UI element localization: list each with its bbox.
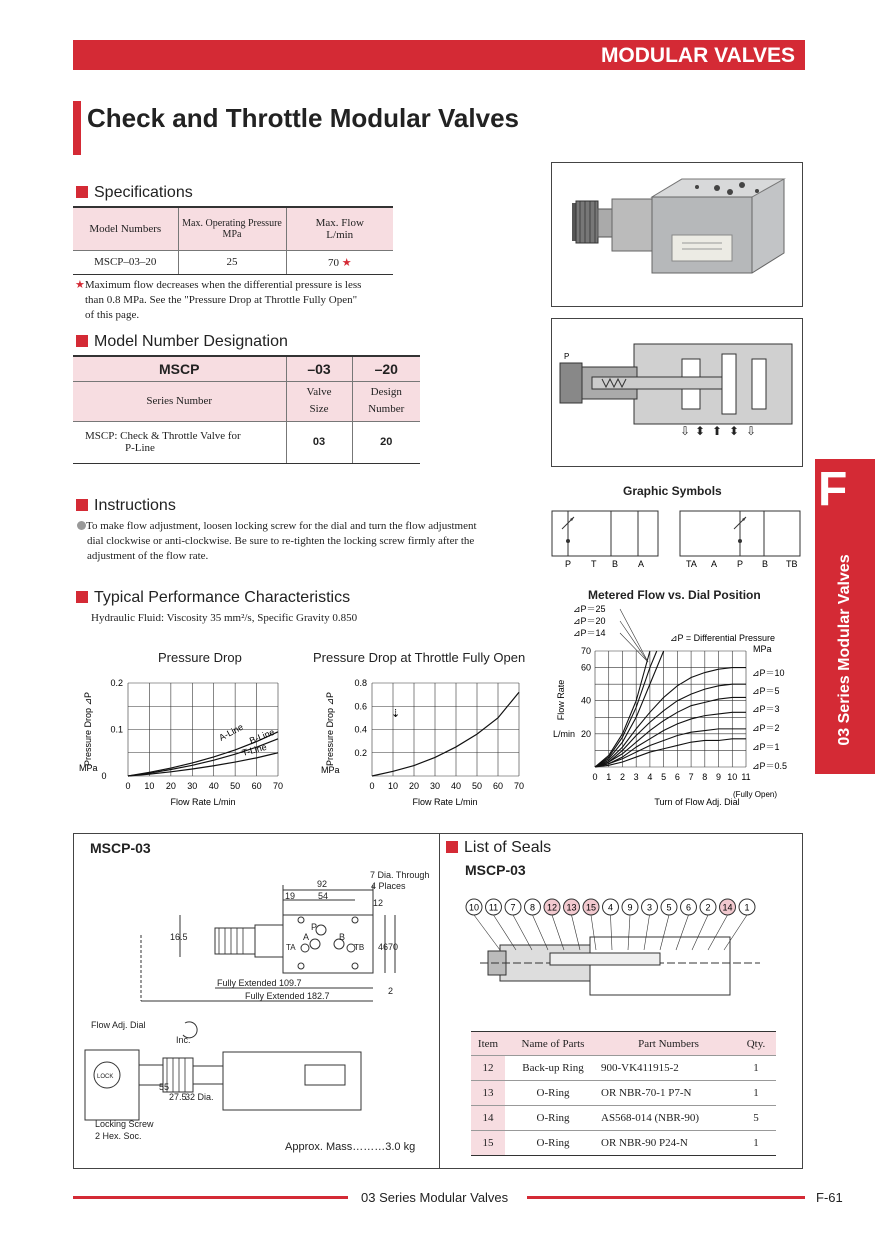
dim-12: 12 bbox=[373, 898, 384, 908]
designation-val-3: 20 bbox=[352, 421, 420, 463]
dim-19: 19 bbox=[285, 891, 296, 901]
x-tick-label: 10 bbox=[387, 781, 399, 791]
leader-line bbox=[591, 915, 596, 950]
seal-balloon-label: 10 bbox=[468, 902, 480, 913]
x-tick-label: 0 bbox=[369, 781, 375, 791]
leader-line bbox=[644, 915, 650, 950]
dia-note-2: 4 Places bbox=[371, 881, 406, 891]
x-tick-label: 1 bbox=[606, 772, 612, 782]
x-tick-label: 20 bbox=[165, 781, 176, 791]
dim-55: 55 bbox=[159, 1082, 170, 1092]
designation-heading: Model Number Designation bbox=[76, 333, 288, 351]
x-tick-label: 40 bbox=[208, 781, 219, 791]
star-icon: ★ bbox=[75, 279, 85, 291]
table-row: 13 O-Ring OR NBR-70-1 P7-N 1 bbox=[471, 1081, 776, 1106]
series-label: T-Line bbox=[240, 741, 268, 758]
series-label: ⊿P＝25 bbox=[573, 604, 606, 614]
specifications-heading: Specifications bbox=[76, 184, 193, 202]
designation-label-1: Series Number bbox=[73, 381, 286, 421]
leader-line bbox=[692, 915, 708, 950]
designation-label-3: Design Number bbox=[352, 381, 420, 421]
port-label: P bbox=[565, 559, 572, 569]
y-unit: MPa bbox=[79, 763, 98, 773]
footer-line-left bbox=[73, 1196, 348, 1199]
x-tick-label: 60 bbox=[492, 781, 504, 791]
seal-balloon-label: 1 bbox=[744, 902, 750, 913]
series-label: ⊿P＝5 bbox=[752, 686, 780, 696]
y-tick-label: 0.8 bbox=[354, 678, 367, 688]
seal-balloon-label: 13 bbox=[566, 902, 577, 913]
port-label: T bbox=[591, 559, 597, 569]
port-label: A bbox=[711, 559, 718, 569]
designation-code-2: –03 bbox=[286, 356, 352, 381]
x-tick-label: 10 bbox=[144, 781, 155, 791]
x-tick-label: 6 bbox=[674, 772, 680, 782]
table-row: 14 O-Ring AS568-014 (NBR-90) 5 bbox=[471, 1106, 776, 1131]
port-tb: TB bbox=[354, 943, 365, 952]
dim-32: 32 Dia. bbox=[185, 1092, 214, 1102]
port-label: A bbox=[638, 559, 645, 569]
series-label: ⊿P＝14 bbox=[573, 628, 606, 638]
y-tick-label: 0.2 bbox=[110, 678, 123, 688]
y-axis-label: Flow Rate bbox=[556, 679, 566, 721]
title-accent bbox=[73, 101, 81, 155]
x-tick-label: 20 bbox=[408, 781, 420, 791]
y-axis-label: Pressure Drop ⊿P bbox=[83, 691, 93, 767]
x-axis-label: Flow Rate L/min bbox=[412, 797, 478, 807]
x-note: (Fully Open) bbox=[733, 790, 778, 799]
inc-label: Inc. bbox=[176, 1035, 191, 1045]
spec-model-value: MSCP–03–20 bbox=[73, 250, 178, 274]
dim-46: 46 bbox=[378, 942, 389, 952]
y-unit: L/min bbox=[553, 729, 576, 739]
leader-line bbox=[474, 915, 500, 950]
port-label: B bbox=[762, 559, 769, 569]
seal-balloon-label: 6 bbox=[685, 902, 692, 913]
x-tick-label: 9 bbox=[716, 772, 722, 782]
dim-16-5: 16.5 bbox=[170, 932, 188, 942]
designation-label-2: Valve Size bbox=[286, 381, 352, 421]
series-line bbox=[595, 651, 657, 767]
y-axis-label: Pressure Drop ⊿P bbox=[325, 691, 335, 767]
leader-line bbox=[628, 915, 630, 950]
y-tick-label: 40 bbox=[580, 695, 591, 706]
designation-val-2: 03 bbox=[286, 421, 352, 463]
valve-cutaway bbox=[551, 318, 803, 467]
series-label: ⊿P＝20 bbox=[573, 616, 606, 626]
approx-mass: Approx. Mass………3.0 kg bbox=[285, 1141, 416, 1153]
footer-text: 03 Series Modular Valves bbox=[361, 1190, 509, 1205]
x-tick-label: 0 bbox=[592, 772, 598, 782]
seal-balloon-label: 4 bbox=[607, 902, 614, 913]
seal-balloon-label: 14 bbox=[722, 902, 733, 913]
instructions-text: To make flow adjustment, loosen locking screw for the dial and turn the flow adjustment dial clockwise or anti-clockwise. Be sure to re-tighten the locking screw firmly after the adjustment of the flow rate. bbox=[77, 519, 527, 564]
svg-text:P: P bbox=[564, 352, 570, 361]
valve-cutaway-illustration bbox=[552, 319, 802, 466]
specifications-table bbox=[73, 206, 393, 275]
series-label: ⊿P＝3 bbox=[752, 704, 780, 714]
dia-note: 7 Dia. Through bbox=[370, 870, 430, 880]
leader-line bbox=[620, 633, 648, 662]
seal-balloon-label: 2 bbox=[705, 902, 711, 913]
graphic-symbols bbox=[548, 505, 808, 575]
fully-extended-2: Fully Extended 182.7 bbox=[245, 991, 330, 1001]
dim-27-5: 27.5 bbox=[169, 1092, 187, 1102]
x-tick-label: 4 bbox=[647, 772, 653, 782]
valve-photo-illustration bbox=[552, 163, 802, 306]
leader-line bbox=[611, 915, 613, 950]
x-axis-label: Turn of Flow Adj. Dial bbox=[654, 797, 740, 807]
throttle-symbol-icon: ⇣ bbox=[391, 708, 401, 720]
fluid-note: Hydraulic Fluid: Viscosity 35 mm²/s, Specific Gravity 0.850 bbox=[91, 612, 358, 624]
seal-balloon-label: 9 bbox=[627, 902, 633, 913]
seal-col-qty: Qty. bbox=[736, 1032, 776, 1056]
seal-balloon-label: 15 bbox=[585, 902, 597, 913]
series-line bbox=[595, 684, 746, 767]
y-tick-label: 0.6 bbox=[354, 701, 367, 712]
y-unit: MPa bbox=[321, 765, 340, 775]
svg-text:⇩: ⇩ bbox=[746, 424, 757, 438]
drawing-title: MSCP-03 bbox=[90, 840, 151, 856]
port-label: P bbox=[737, 559, 744, 569]
panel-divider bbox=[439, 833, 440, 1169]
designation-table bbox=[73, 355, 420, 464]
x-tick-label: 0 bbox=[125, 781, 131, 791]
chart3-title: Metered Flow vs. Dial Position bbox=[588, 588, 761, 602]
flow-dial-label: Flow Adj. Dial bbox=[91, 1020, 146, 1030]
x-tick-label: 70 bbox=[513, 781, 525, 791]
x-tick-label: 8 bbox=[702, 772, 708, 782]
port-label: TA bbox=[686, 559, 697, 569]
x-tick-label: 2 bbox=[619, 772, 625, 782]
seal-balloon-label: 8 bbox=[529, 902, 536, 913]
throttle-open-chart bbox=[315, 665, 530, 815]
x-tick-label: 10 bbox=[727, 772, 738, 782]
footer-line-right bbox=[527, 1196, 805, 1199]
x-tick-label: 5 bbox=[661, 772, 667, 782]
series-label: ⊿P＝0.5 bbox=[752, 761, 788, 771]
seal-cross-section bbox=[460, 895, 790, 1015]
x-axis-label: Flow Rate L/min bbox=[170, 797, 236, 807]
y-tick-label: 0.1 bbox=[110, 724, 123, 735]
seal-col-part: Part Numbers bbox=[601, 1032, 736, 1056]
metered-flow-chart bbox=[548, 600, 808, 810]
x-tick-label: 11 bbox=[741, 772, 751, 782]
section-title: MODULAR VALVES bbox=[600, 44, 795, 67]
leader-line bbox=[620, 609, 648, 662]
x-tick-label: 7 bbox=[688, 772, 694, 782]
y-tick-label: 70 bbox=[580, 646, 591, 656]
spec-flow-value: 70 ★ bbox=[286, 250, 393, 274]
leader-line bbox=[676, 915, 689, 950]
svg-text:⇩: ⇩ bbox=[680, 424, 691, 438]
x-tick-label: 60 bbox=[251, 781, 262, 791]
leader-line bbox=[660, 915, 669, 950]
series-line bbox=[595, 739, 746, 767]
lock-label: LOCK bbox=[97, 1074, 114, 1080]
dimension-drawing bbox=[75, 860, 437, 1165]
table-row: 15 O-Ring OR NBR-90 P24-N 1 bbox=[471, 1131, 776, 1156]
y-tick-label: 60 bbox=[580, 662, 591, 673]
series-label: ⊿P＝1 bbox=[752, 742, 780, 752]
designation-code-1: MSCP bbox=[73, 356, 286, 381]
dim-92: 92 bbox=[317, 879, 328, 889]
side-tab-text: 03 Series Modular Valves bbox=[836, 554, 853, 746]
spec-pressure-value: 25 bbox=[178, 250, 286, 274]
series-line bbox=[372, 692, 519, 776]
port-label: B bbox=[612, 559, 619, 569]
seal-balloon-label: 12 bbox=[546, 902, 558, 913]
svg-text:⬆: ⬆ bbox=[712, 424, 723, 438]
series-label: B-Line bbox=[248, 726, 276, 746]
port-label: TB bbox=[786, 559, 798, 569]
x-tick-label: 30 bbox=[187, 781, 198, 791]
y-tick-label: 0.4 bbox=[354, 724, 367, 735]
port-a: A bbox=[303, 932, 310, 942]
port-ta: TA bbox=[286, 943, 296, 952]
side-tab-letter: F bbox=[818, 463, 848, 516]
leader-line bbox=[708, 915, 728, 950]
legend-title: ⊿P = Differential Pressure bbox=[670, 633, 776, 643]
series-label: ⊿P＝10 bbox=[752, 668, 785, 678]
svg-text:⬍: ⬍ bbox=[695, 424, 706, 438]
svg-text:⬍: ⬍ bbox=[729, 424, 740, 438]
dim-70: 70 bbox=[388, 942, 399, 952]
x-tick-label: 50 bbox=[471, 781, 483, 791]
fully-extended-1: Fully Extended 109.7 bbox=[217, 978, 302, 988]
page-title: Check and Throttle Modular Valves bbox=[87, 103, 519, 133]
chart1-title: Pressure Drop bbox=[158, 650, 242, 665]
seal-balloon-label: 11 bbox=[488, 902, 499, 913]
locking-screw-size: 2 Hex. Soc. bbox=[95, 1131, 142, 1141]
locking-screw-label: Locking Screw bbox=[95, 1119, 154, 1129]
seal-balloon-label: 7 bbox=[510, 902, 516, 913]
instructions-heading: Instructions bbox=[76, 497, 176, 515]
valve-photo bbox=[551, 162, 803, 307]
x-tick-label: 70 bbox=[272, 781, 284, 791]
y-tick-label: 20 bbox=[580, 728, 591, 739]
designation-desc: MSCP: Check & Throttle Valve for P-Line bbox=[73, 421, 286, 463]
series-line bbox=[595, 697, 746, 767]
spec-note: ★Maximum flow decreases when the differential pressure is less than 0.8 MPa. See the "Pressure Drop at Throttle Fully Open" of this page. bbox=[75, 279, 362, 321]
port-b: B bbox=[339, 932, 346, 942]
table-row: 12 Back-up Ring 900-VK411915-2 1 bbox=[471, 1056, 776, 1081]
x-tick-label: 40 bbox=[450, 781, 462, 791]
pressure-drop-chart bbox=[73, 665, 293, 815]
dim-54: 54 bbox=[318, 891, 329, 901]
spec-col-pressure: Max. Operating Pressure MPa bbox=[178, 207, 286, 250]
legend-unit: MPa bbox=[753, 644, 772, 654]
spec-col-flow: Max. Flow L/min bbox=[286, 207, 393, 250]
leader-line bbox=[620, 621, 648, 662]
performance-heading: Typical Performance Characteristics bbox=[76, 589, 350, 607]
dim-2: 2 bbox=[388, 986, 394, 996]
x-tick-label: 50 bbox=[230, 781, 241, 791]
seal-col-item: Item bbox=[471, 1032, 505, 1056]
seal-balloon-label: 5 bbox=[666, 902, 672, 913]
seal-balloon-label: 3 bbox=[646, 902, 653, 913]
seals-heading: List of Seals bbox=[446, 839, 551, 857]
series-label: A-Line bbox=[217, 721, 245, 743]
chart2-title: Pressure Drop at Throttle Fully Open bbox=[313, 650, 526, 665]
seal-col-name: Name of Parts bbox=[505, 1032, 601, 1056]
designation-code-3: –20 bbox=[352, 356, 420, 381]
x-tick-label: 3 bbox=[633, 772, 639, 782]
x-tick-label: 30 bbox=[429, 781, 441, 791]
bullet-icon bbox=[77, 521, 86, 530]
series-label: ⊿P＝2 bbox=[752, 723, 780, 733]
port-p: P bbox=[311, 922, 318, 932]
spec-col-model: Model Numbers bbox=[73, 207, 178, 250]
graphic-symbols-title: Graphic Symbols bbox=[623, 484, 722, 498]
y-tick-label: 0.2 bbox=[354, 747, 367, 758]
leader-line bbox=[724, 915, 747, 950]
y-axis-zero: 0 bbox=[101, 771, 107, 781]
seals-table bbox=[471, 1031, 776, 1156]
page-number: F-61 bbox=[816, 1190, 843, 1205]
seals-model: MSCP-03 bbox=[465, 862, 526, 878]
